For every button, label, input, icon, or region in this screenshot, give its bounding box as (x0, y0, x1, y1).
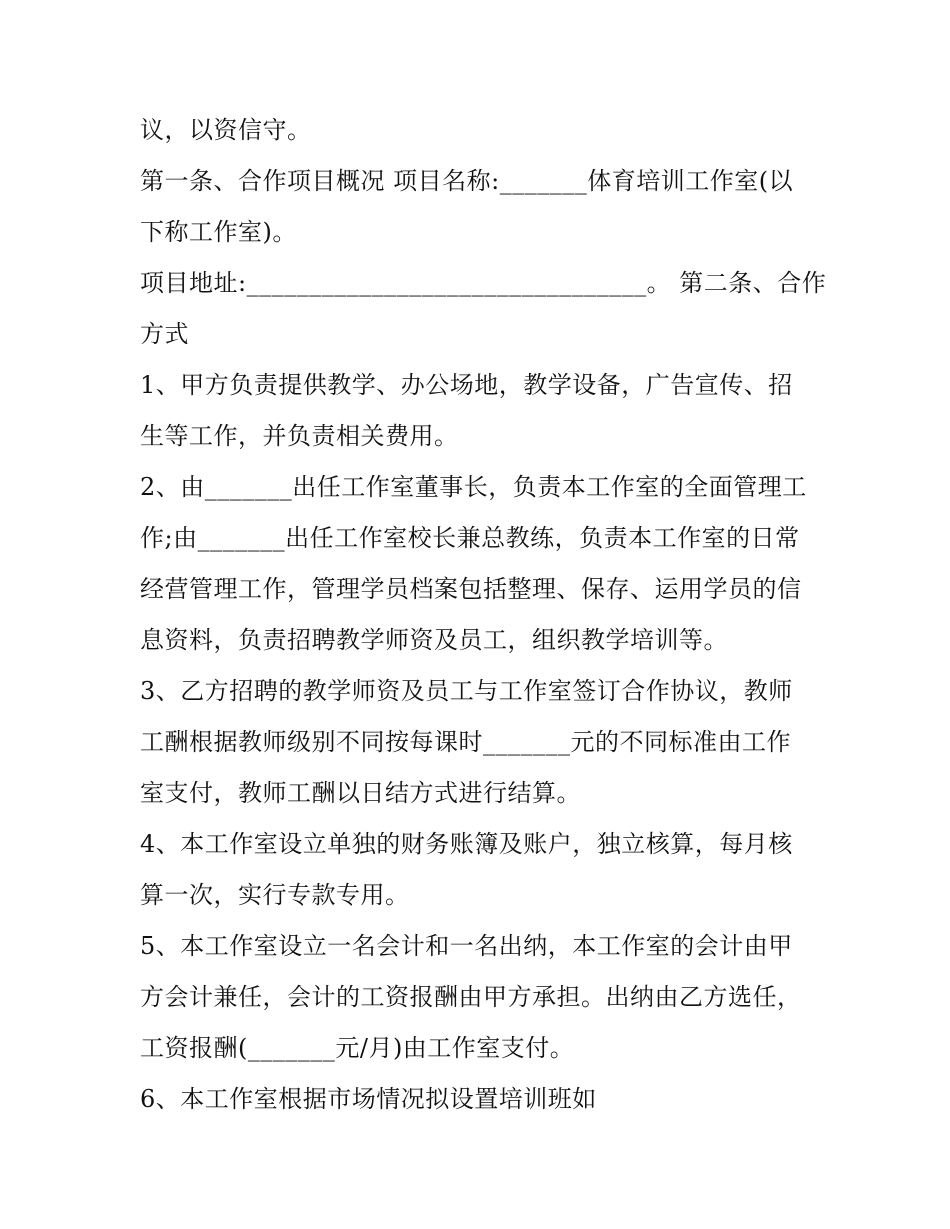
text-line: 息资料，负责招聘教学师资及员工，组织教学培训等。 (140, 626, 728, 654)
text-line: 生等工作，并负责相关费用。 (140, 422, 459, 450)
text-line: 方会计兼任，会计的工资报酬由甲方承担。出纳由乙方选任， (140, 983, 802, 1011)
text-line: 2、由_______出任工作室董事长，负责本工作室的全面管理工 (140, 473, 807, 501)
document-page (140, 105, 827, 1125)
text-line: 议，以资信守。 (140, 116, 312, 144)
text-line: 3、乙方招聘的教学师资及员工与工作室签订合作协议，教师 (140, 677, 793, 705)
text-line: 算一次，实行专款专用。 (140, 881, 410, 909)
text-line: 工酬根据教师级别不同按每课时_______元的不同标准由工作 (140, 728, 791, 756)
text-line: 工资报酬(_______元/月)由工作室支付。 (140, 1034, 575, 1062)
text-line: 1、甲方负责提供教学、办公场地，教学设备，广告宣传、招 (140, 371, 793, 399)
text-line: 室支付，教师工酬以日结方式进行结算。 (140, 779, 581, 807)
text-line: 经营管理工作，管理学员档案包括整理、保存、运用学员的信 (140, 575, 802, 603)
text-line: 方式 (140, 320, 189, 348)
text-line: 下称工作室)。 (140, 218, 297, 246)
text-line: 项目地址:________________________________。 第二条、合作 (140, 269, 827, 297)
text-line: 5、本工作室设立一名会计和一名出纳，本工作室的会计由甲 (140, 932, 793, 960)
text-line: 作;由_______出任工作室校长兼总教练，负责本工作室的日常 (140, 524, 800, 552)
text-line: 6、本工作室根据市场情况拟设置培训班如 (140, 1085, 597, 1113)
text-line: 第一条、合作项目概况 项目名称:_______体育培训工作室(以 (140, 167, 794, 195)
text-line: 4、本工作室设立单独的财务账簿及账户，独立核算，每月核 (140, 830, 793, 858)
